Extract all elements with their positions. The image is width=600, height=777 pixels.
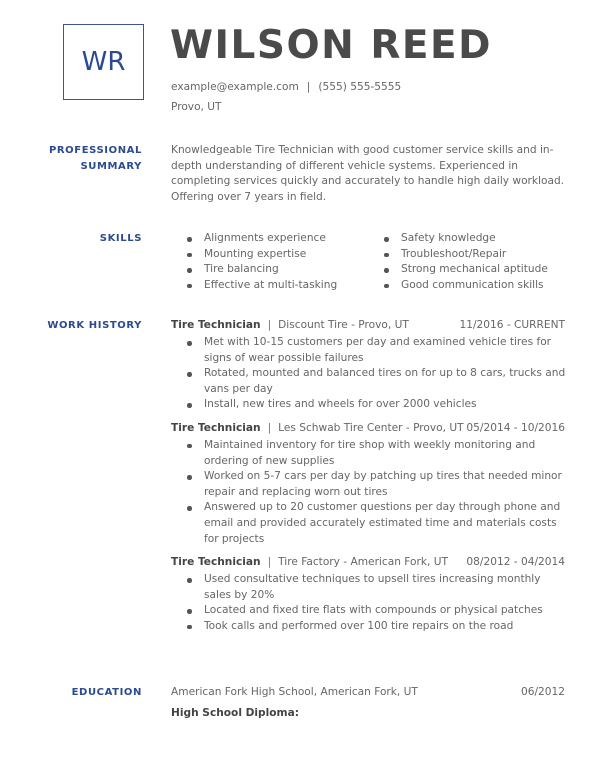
job-company: Les Schwab Tire Center - Provo, UT [278, 421, 464, 434]
job-dates: 11/2016 - CURRENT [459, 319, 565, 331]
job-title: Tire Technician [171, 556, 261, 569]
job-bullet: Rotated, mounted and balanced tires on for up to 8 cars, trucks and vans per day [184, 366, 566, 397]
degree: High School Diploma: [171, 707, 299, 719]
job-header [171, 421, 571, 437]
job-entry [171, 318, 571, 413]
education-entry [171, 685, 571, 722]
skill-item: Tire balancing [184, 262, 384, 278]
job-bullet: Answered up to 20 customer questions per day through phone and email and provided accurately estimated time and materials costs for projects [184, 500, 566, 547]
job-dates: 05/2014 - 10/2016 [466, 421, 565, 434]
skill-item: Safety knowledge [381, 231, 581, 247]
monogram-box [63, 24, 144, 100]
section-label-line: SUMMARY [80, 160, 142, 172]
job-header [171, 318, 571, 334]
job-separator: | [267, 421, 272, 434]
job-header [171, 555, 571, 571]
skill-item: Alignments experience [184, 231, 384, 247]
skill-item: Strong mechanical aptitude [381, 262, 581, 278]
section-label-summary [49, 143, 142, 174]
job-bullet: Took calls and performed over 100 tire repairs on the road [184, 619, 566, 635]
job-entry [171, 421, 571, 547]
job-bullet: Worked on 5-7 cars per day by patching up tires that needed minor repair and replacing worn out tires [184, 469, 566, 500]
job-bullet: Used consultative techniques to upsell tires increasing monthly sales by 20% [184, 572, 566, 603]
section-label-education: EDUCATION [71, 687, 142, 698]
job-bullet: Install, new tires and wheels for over 2000 vehicles [184, 397, 566, 413]
job-bullet: Maintained inventory for tire shop with weekly monitoring and ordering of new supplies [184, 438, 566, 469]
skill-item: Troubleshoot/Repair [381, 247, 581, 263]
job-dates: 08/2012 - 04/2014 [466, 556, 565, 569]
education-date: 06/2012 [520, 686, 565, 698]
contact-line [171, 81, 401, 93]
job-separator: | [267, 319, 272, 331]
job-title: Tire Technician [171, 319, 261, 331]
skill-item: Effective at multi-tasking [184, 278, 384, 294]
job-title: Tire Technician [171, 421, 261, 434]
section-label-skills: SKILLS [99, 233, 142, 244]
job-company: Discount Tire - Provo, UT [278, 319, 409, 331]
jobs-list [171, 318, 571, 635]
job-entry [171, 555, 571, 634]
job-bullet: Located and fixed tire flats with compounds or physical patches [184, 603, 566, 619]
job-bullet: Met with 10-15 customers per day and examined vehicle tires for signs of wear possible failures [184, 335, 566, 366]
summary-text: Knowledgeable Tire Technician with good customer service skills and in-depth understanding of different vehicle systems. Experienced in completing services quickly and accurately to handle high daily workload. Offering over 7 years in field. [171, 144, 565, 203]
education-header [171, 685, 571, 701]
skill-item: Mounting expertise [184, 247, 384, 263]
location: Provo, UT [171, 101, 222, 113]
job-separator: | [267, 556, 272, 569]
phone: (555) 555-5555 [318, 81, 402, 93]
email: example@example.com [171, 81, 299, 93]
school-name: American Fork High School, American Fork, UT [171, 686, 418, 698]
skill-item: Good communication skills [381, 278, 581, 294]
section-label-line: PROFESSIONAL [48, 145, 142, 156]
monogram-initials: WR [81, 47, 126, 77]
section-label-work-history: WORK HISTORY [47, 320, 142, 331]
skills-column-left [184, 231, 384, 293]
job-company: Tire Factory - American Fork, UT [278, 556, 448, 569]
candidate-name: WILSON REED [170, 23, 493, 68]
skills-column-right [381, 231, 581, 293]
contact-separator: | [306, 81, 311, 93]
